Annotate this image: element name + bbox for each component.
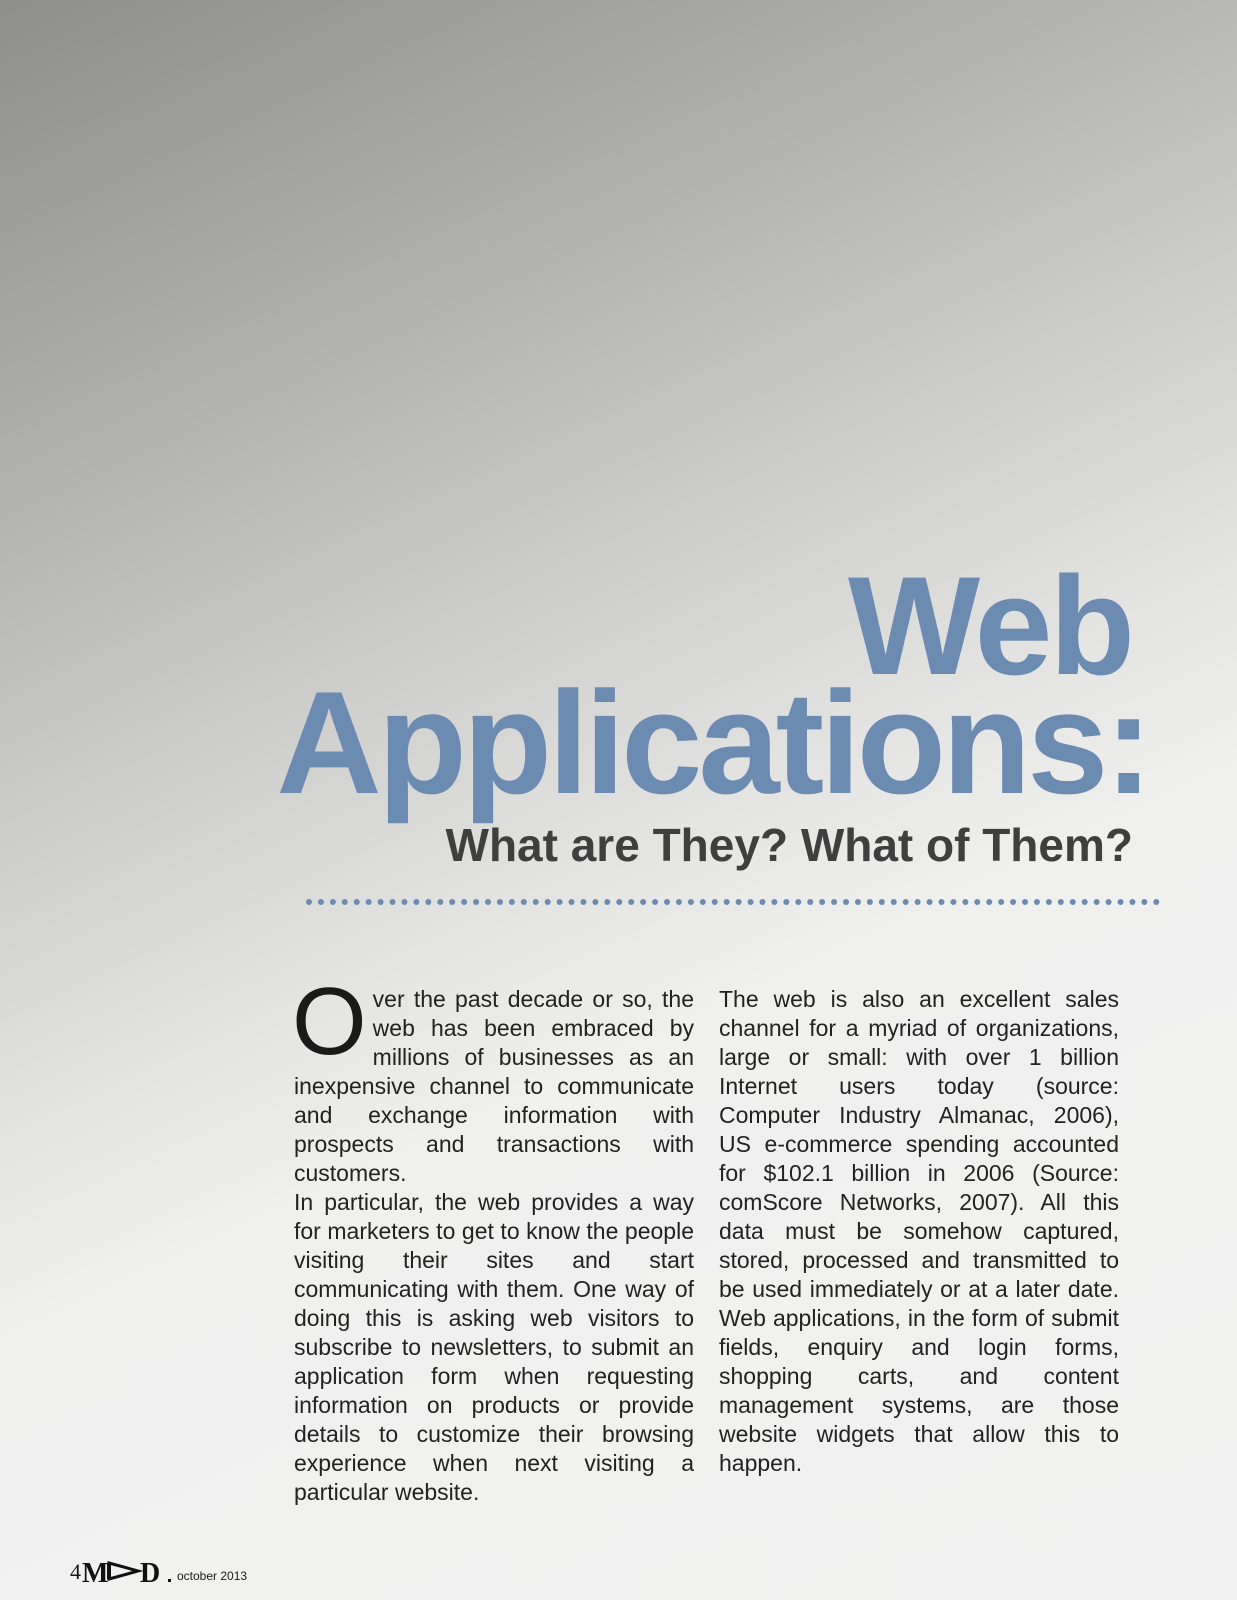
svg-text:D: D [140,1558,161,1584]
article-subtitle: What are They? What of Them? [445,819,1133,871]
title-line-web: Web [848,547,1132,704]
paragraph-marketers: In particular, the web provides a way for marketers to get to know the people visiting their sites and start communicating with them. One way of doing this is asking web visitors to subscribe to newsletters, to submit an application form when requesting information on products or provide details to customize their browsing experience when next visiting a particular website. [294,1189,694,1505]
svg-text:M: M [82,1558,109,1584]
issue-date: october 2013 [177,1569,248,1583]
article-column-right [719,985,1119,1478]
dotted-divider [306,899,1160,905]
paragraph-intro [292,968,694,1188]
mad-logo [82,1558,174,1584]
page-footer [70,1554,247,1584]
page-number: 4 [70,1559,81,1584]
article-column-left [292,968,694,1507]
paragraph-sales-channel: The web is also an excellent sales channel for a myriad of organizations, large or small: with over 1 billion Internet users today (source: Computer Industry Almanac, 2006), US e-commerce spending accounted for $102.1 billion in 2006 (Source: comScore Networks, 2007). All this data must be somehow captured, stored, processed and transmitted to be used immediately or at a later date. Web applications, in the form of submit fields, enquiry and login forms, shopping carts, and content management systems, are those website widgets that allow this to happen. [719,986,1119,1476]
title-line-applications: Applications: [276,661,1149,824]
drop-cap: O [292,968,367,1075]
paragraph-intro-text: ver the past decade or so, the web has been embraced by millions of businesses as an inexpensive channel to communicate and exchange information with prospects and transactions with customers. [294,986,694,1186]
